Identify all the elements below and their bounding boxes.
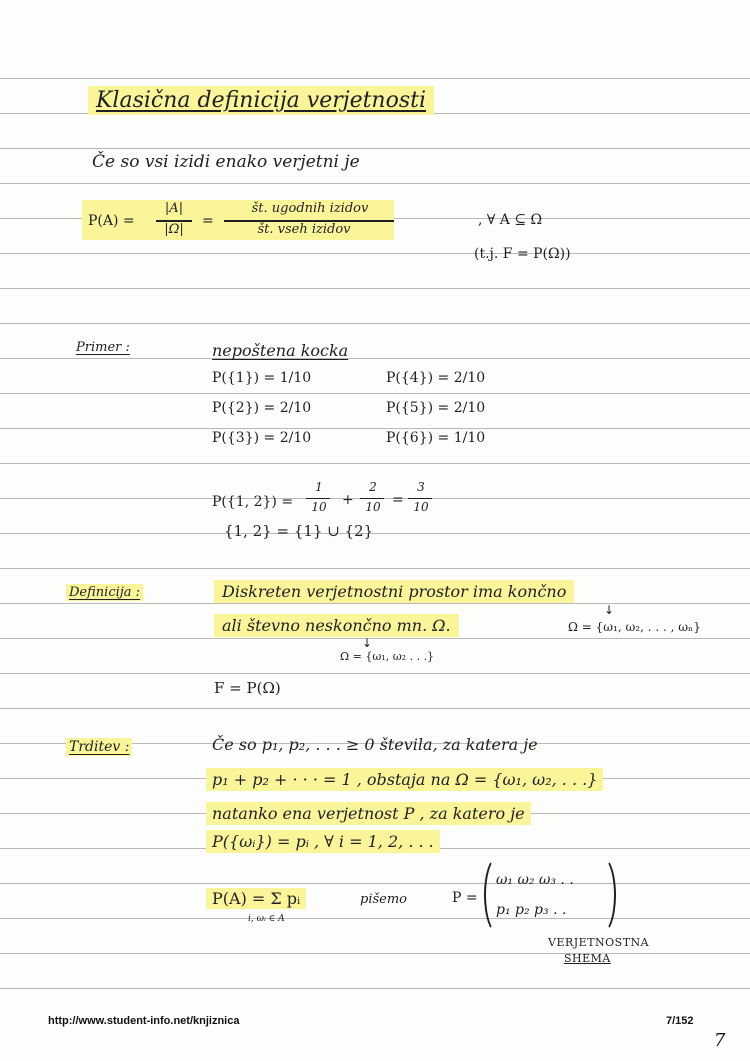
ruled-line <box>0 183 750 184</box>
theorem-line: Če so p₁, p₂, . . . ≥ 0 števila, za katera je <box>212 735 538 754</box>
theorem-line: p₁ + p₂ + · · · = 1 , obstaja na Ω = {ω₁, ω₂, . . .} <box>206 768 603 791</box>
ruled-line <box>0 463 750 464</box>
down-arrow-icon: ↓ <box>362 636 373 650</box>
formula-quantifier: , ∀ A ⊆ Ω <box>478 212 543 228</box>
example-prob: P({5}) = 2/10 <box>386 400 486 416</box>
theorem-label: Trditev : <box>66 738 132 756</box>
ruled-line <box>0 323 750 324</box>
omega-countable: Ω = {ω₁, ω₂ . . .} <box>340 650 435 663</box>
footer-page-count: 7/152 <box>666 1015 694 1027</box>
sum-eq: = <box>392 492 404 508</box>
sum-c-den: 10 <box>413 500 429 514</box>
theorem-line: natanko ena verjetnost P , za katero je <box>206 802 531 825</box>
example-prob: P({4}) = 2/10 <box>386 370 486 386</box>
ruled-line <box>0 568 750 569</box>
omega-finite: Ω = {ω₁, ω₂, . . . , ωₙ} <box>568 620 701 634</box>
sum-b-den: 10 <box>365 500 381 514</box>
ruled-line <box>0 603 750 604</box>
scheme-label-1: VERJETNOSTNA <box>548 936 650 949</box>
ruled-line <box>0 288 750 289</box>
sum-b-num: 2 <box>369 480 377 494</box>
ruled-line <box>0 253 750 254</box>
fraction-bar <box>306 498 330 499</box>
ruled-line <box>0 988 750 989</box>
formula-note: (t.j. F = P(Ω)) <box>474 246 571 262</box>
theorem-line: P({ωᵢ}) = pᵢ , ∀ i = 1, 2, . . . <box>206 830 440 853</box>
ruled-line <box>0 358 750 359</box>
fraction-bar <box>408 498 432 499</box>
ruled-line <box>0 533 750 534</box>
example-prob: P({3}) = 2/10 <box>212 430 312 446</box>
formula-eq2: = <box>202 213 214 229</box>
union-line: {1, 2} = {1} ∪ {2} <box>224 522 374 540</box>
definition-line: ali števno neskončno mn. Ω. <box>214 614 459 637</box>
matrix-row-omega: ω₁ ω₂ ω₃ . . <box>496 872 574 888</box>
sum-a-den: 10 <box>311 500 327 514</box>
ruled-line <box>0 78 750 79</box>
right-paren <box>588 856 616 934</box>
corner-page-number: 7 <box>714 1030 726 1051</box>
ruled-line <box>0 918 750 919</box>
pisemo-text: pišemo <box>360 892 407 907</box>
example-prob: P({1}) = 1/10 <box>212 370 312 386</box>
ruled-line <box>0 708 750 709</box>
example-label: Primer : <box>76 340 130 355</box>
scheme-label-2: SHEMA <box>564 952 611 965</box>
down-arrow-icon: ↓ <box>604 603 615 617</box>
ruled-line <box>0 148 750 149</box>
ruled-line <box>0 953 750 954</box>
p-equals: P = <box>452 890 478 906</box>
sum-a-num: 1 <box>315 480 323 494</box>
sum-c-num: 3 <box>417 480 425 494</box>
page-title: Klasična definicija verjetnosti <box>88 86 434 115</box>
pa-subscript: i, ωᵢ ∈ A <box>248 914 285 924</box>
ruled-line <box>0 428 750 429</box>
definition-label: Definicija : <box>66 584 143 601</box>
definition-f: F = P(Ω) <box>214 679 281 697</box>
matrix-row-p: p₁ p₂ p₃ . . <box>496 902 567 918</box>
sum-lhs: P({1, 2}) = <box>212 494 294 510</box>
example-prob: P({6}) = 1/10 <box>386 430 486 446</box>
ruled-line <box>0 638 750 639</box>
definition-line: Diskreten verjetnostni prostor ima končno <box>214 580 574 603</box>
example-name: nepoštena kocka <box>212 341 349 360</box>
left-paren <box>484 856 512 934</box>
ruled-line <box>0 883 750 884</box>
pa-formula: P(A) = Σ pᵢ <box>206 888 306 909</box>
ruled-line <box>0 673 750 674</box>
ruled-line <box>0 393 750 394</box>
formula-num2: št. ugodnih izidov <box>251 201 369 216</box>
fraction-bar <box>360 498 384 499</box>
footer-url[interactable]: http://www.student-info.net/knjiznica <box>48 1015 240 1027</box>
formula-num1: |A| <box>164 201 184 216</box>
formula-den2: št. vseh izidov <box>257 222 351 237</box>
formula-den1: |Ω| <box>164 222 184 237</box>
intro-text: Če so vsi izidi enako verjetni je <box>92 152 360 172</box>
example-prob: P({2}) = 2/10 <box>212 400 312 416</box>
formula-lhs: P(A) = <box>88 213 135 229</box>
sum-plus: + <box>342 492 354 508</box>
